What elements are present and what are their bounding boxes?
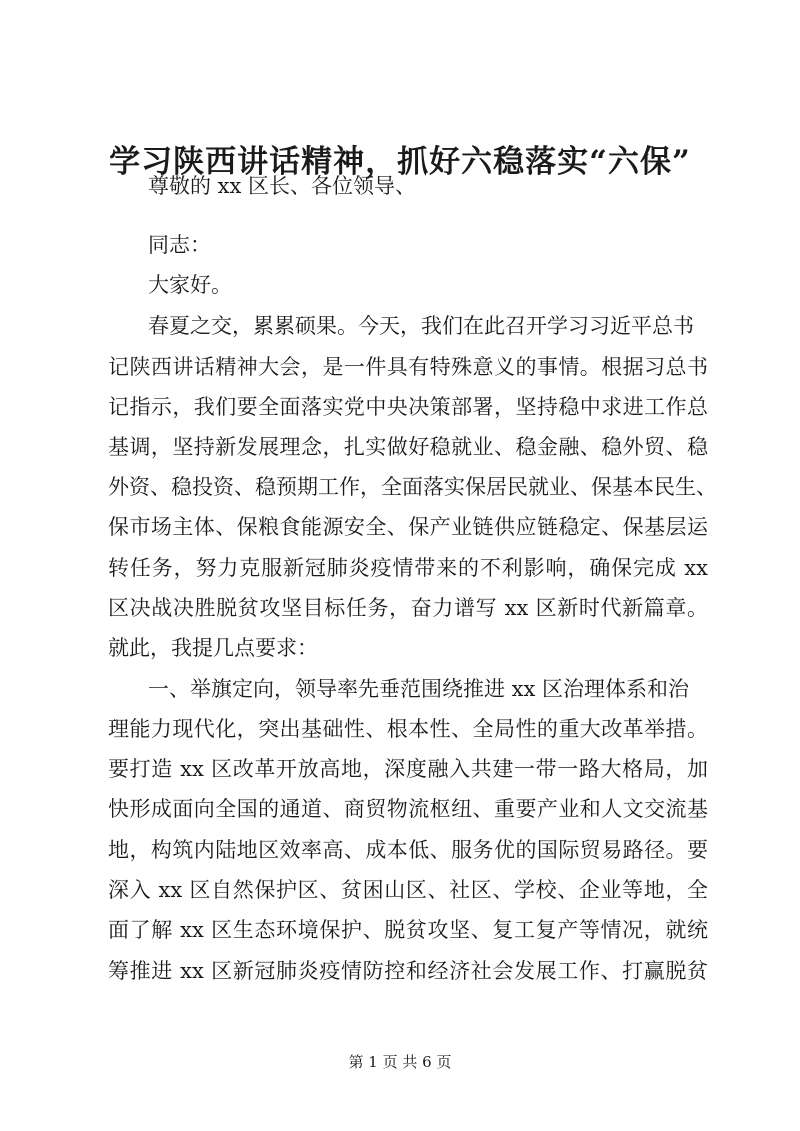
body-text-line: 基调，坚持新发展理念，扎实做好稳就业、稳金融、稳外贸、稳 (108, 435, 708, 459)
document-title: 学习陕西讲话精神，抓好六稳落实“六保” (109, 144, 691, 180)
body-text-line: 快形成面向全国的通道、商贸物流枢纽、重要产业和人文交流基 (108, 797, 708, 821)
body-text-line: 就此，我提几点要求： (108, 636, 318, 660)
greeting-line: 大家好。 (148, 273, 232, 297)
body-text-line: 外资、稳投资、稳预期工作，全面落实保居民就业、保基本民生、 (108, 475, 717, 499)
body-text-line: 春夏之交，累累硕果。今天，我们在此召开学习习近平总书 (148, 314, 694, 338)
body-text-line: 记陕西讲话精神大会，是一件具有特殊意义的事情。根据习总书 (108, 355, 708, 379)
body-text-line: 筹推进 xx 区新冠肺炎疫情防控和经济社会发展工作、打赢脱贫 (108, 959, 708, 983)
body-text-line: 深入 xx 区自然保护区、贫困山区、社区、学校、企业等地，全 (108, 878, 708, 902)
salutation-line: 尊敬的 xx 区长、各位领导、 (148, 174, 417, 198)
page-footer: 第 1 页 共 6 页 (348, 1053, 452, 1071)
salutation-line: 同志： (148, 233, 211, 257)
section-heading-line: 一、举旗定向，领导率先垂范围绕推进 xx 区治理体系和治 (148, 677, 690, 701)
body-text-line: 转任务，努力克服新冠肺炎疫情带来的不利影响，确保完成 xx (108, 556, 708, 580)
body-text-line: 区决战决胜脱贫攻坚目标任务，奋力谱写 xx 区新时代新篇章。 (108, 596, 708, 620)
body-text-line: 要打造 xx 区改革开放高地，深度融入共建一带一路大格局，加 (108, 757, 708, 781)
body-text-line: 记指示，我们要全面落实党中央决策部署，坚持稳中求进工作总 (108, 395, 708, 419)
body-text-line: 面了解 xx 区生态环境保护、脱贫攻坚、复工复产等情况，就统 (108, 918, 708, 942)
body-text-line: 地，构筑内陆地区效率高、成本低、服务优的国际贸易路径。要 (108, 838, 708, 862)
body-text-line: 保市场主体、保粮食能源安全、保产业链供应链稳定、保基层运 (108, 515, 708, 539)
body-text-line: 理能力现代化，突出基础性、根本性、全局性的重大改革举措。 (108, 717, 708, 741)
